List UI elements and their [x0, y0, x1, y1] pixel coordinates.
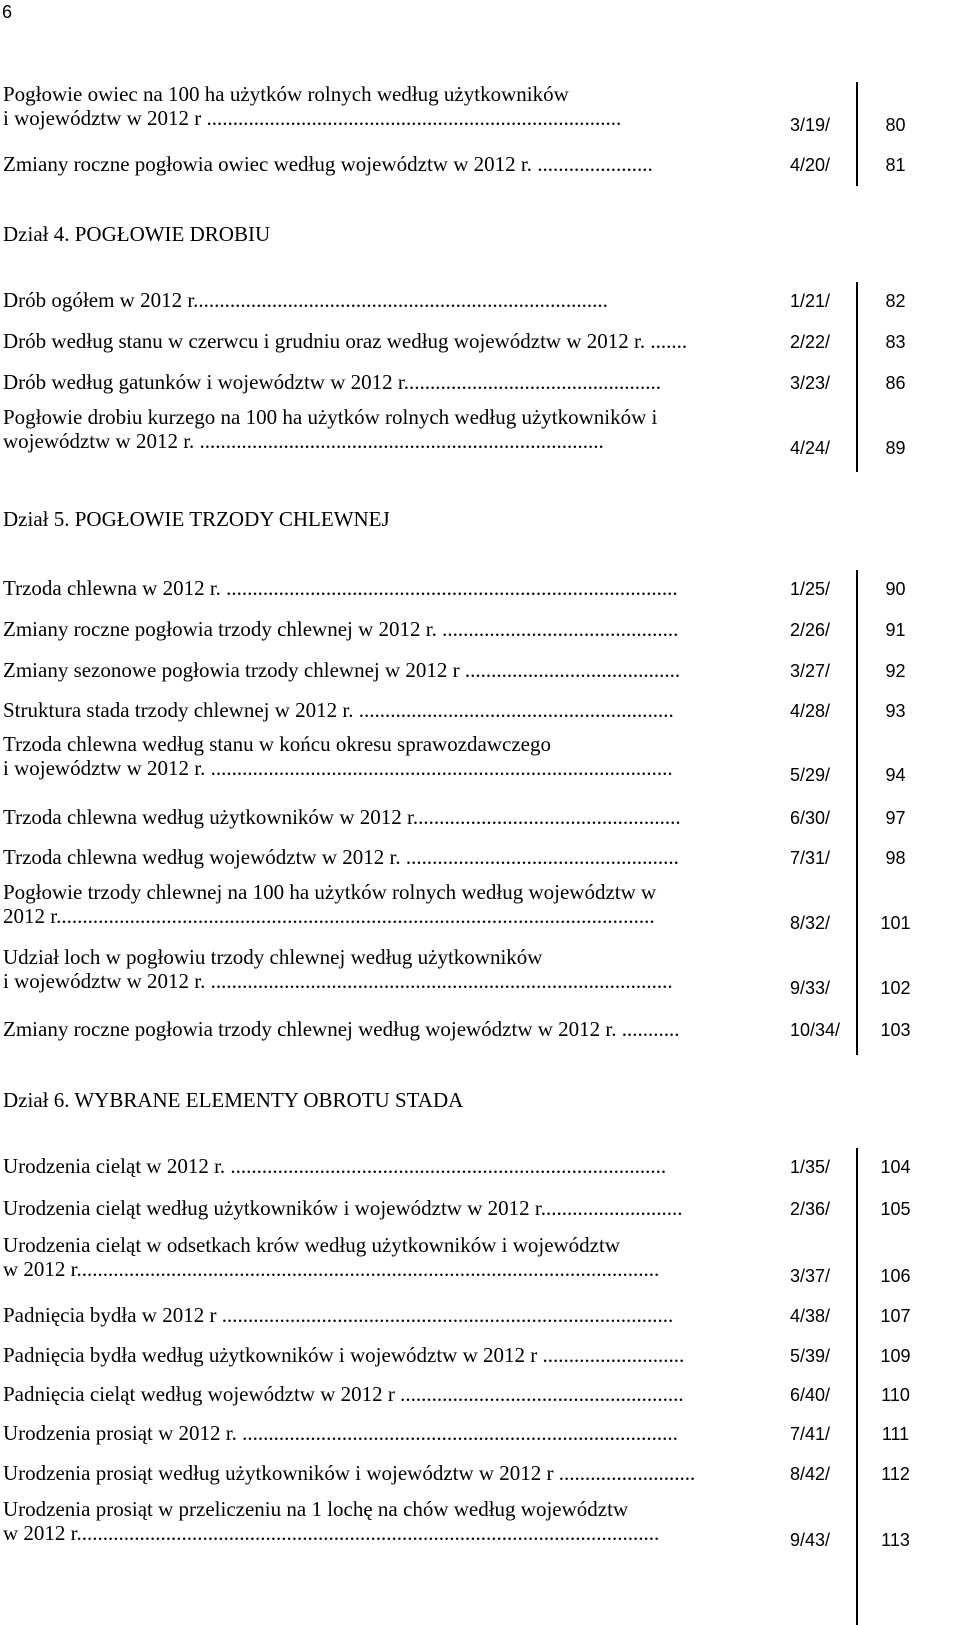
entry-title-line: Udział loch w pogłowiu trzody chlewnej według użytkowników: [3, 945, 543, 969]
entry-title-line: Drób według gatunków i województw w 2012 r.................................................: [3, 370, 661, 394]
table-number: 9/43/: [790, 1530, 831, 1550]
entry-title-line: Urodzenia cieląt według użytkowników i województw w 2012 r...........................: [3, 1196, 683, 1220]
page-number-ref: 93: [885, 701, 906, 721]
toc-entry[interactable]: [3, 692, 933, 732]
entry-title-line: Padnięcia cieląt według województw w 2012 r ......................................................: [3, 1382, 684, 1406]
entry-title: [3, 1497, 768, 1545]
page-number-ref: 82: [885, 291, 906, 311]
entry-title-line: Urodzenia cieląt w odsetkach krów według użytkowników i województw: [3, 1233, 620, 1257]
toc-entry[interactable]: [3, 1497, 933, 1550]
toc-entry[interactable]: [3, 1233, 933, 1286]
page-number-ref: 113: [881, 1530, 910, 1550]
page-number-ref: 111: [881, 1424, 910, 1444]
entry-title: [3, 1421, 768, 1445]
section-heading: Dział 5. POGŁOWIE TRZODY CHLEWNEJ: [3, 507, 390, 531]
table-number: 10/34/: [790, 1020, 841, 1040]
entry-title: [3, 617, 768, 641]
table-number: 7/41/: [790, 1424, 831, 1444]
entry-title-line: i województw w 2012 r. ........................................................................................: [3, 756, 673, 780]
entry-title-line: Zmiany sezonowe pogłowia trzody chlewnej w 2012 r .........................................: [3, 658, 681, 682]
entry-title-line: w 2012 r...............................................................................................................: [3, 1521, 660, 1545]
page-number-ref: 90: [885, 579, 906, 599]
page-number-ref: 80: [885, 115, 906, 135]
table-number: 5/29/: [790, 765, 831, 785]
entry-title-line: Padnięcia bydła według użytkowników i województw w 2012 r ...........................: [3, 1343, 685, 1367]
toc-entry[interactable]: [3, 405, 933, 458]
table-number: 4/38/: [790, 1306, 831, 1326]
table-number: 5/39/: [790, 1346, 831, 1366]
entry-title: [3, 576, 768, 600]
table-number: 6/30/: [790, 808, 831, 828]
table-number: 2/22/: [790, 332, 831, 352]
entry-title-line: Zmiany roczne pogłowia owiec według województw w 2012 r. ......................: [3, 152, 653, 176]
entry-title-line: i województw w 2012 r ...............................................................................: [3, 106, 622, 130]
entry-title-line: 2012 r..................................................................................................................: [3, 904, 655, 928]
toc-entry[interactable]: [3, 652, 933, 692]
page-number-ref: 110: [881, 1385, 910, 1405]
toc-entry[interactable]: [3, 880, 933, 933]
page-number-ref: 103: [880, 1020, 911, 1040]
entry-title: [3, 1017, 768, 1041]
entry-title: [3, 288, 768, 312]
table-number: 9/33/: [790, 978, 831, 998]
toc-entry[interactable]: [3, 323, 933, 363]
toc-entry[interactable]: [3, 1415, 933, 1455]
table-number: 4/24/: [790, 438, 831, 458]
toc-entry[interactable]: [3, 1297, 933, 1337]
entry-title: [3, 329, 768, 353]
page-number-ref: 106: [880, 1266, 911, 1286]
table-number: 4/28/: [790, 701, 831, 721]
entry-title: [3, 405, 768, 453]
page-number-ref: 83: [885, 332, 906, 352]
entry-title: [3, 1233, 768, 1281]
page-number: 6: [2, 2, 13, 22]
entry-title: [3, 845, 768, 869]
table-number: 8/32/: [790, 913, 831, 933]
toc-entry[interactable]: [3, 82, 933, 135]
entry-title: [3, 1303, 768, 1327]
table-number: 2/26/: [790, 620, 831, 640]
table-number: 3/19/: [790, 115, 831, 135]
table-number: 4/20/: [790, 155, 831, 175]
entry-title-line: Urodzenia prosiąt w przeliczeniu na 1 lochę na chów według województw: [3, 1497, 629, 1521]
entry-title-line: Drób według stanu w czerwcu i grudniu oraz według województw w 2012 r. .......: [3, 329, 688, 353]
entry-title: [3, 152, 768, 176]
table-number: 2/36/: [790, 1199, 831, 1219]
toc-entry[interactable]: [3, 146, 933, 186]
entry-title-line: Urodzenia prosiąt według użytkowników i województw w 2012 r ..........................: [3, 1461, 696, 1485]
page-number-ref: 102: [880, 978, 911, 998]
entry-title: [3, 1196, 768, 1220]
table-number: 1/25/: [790, 579, 831, 599]
entry-title: [3, 1343, 768, 1367]
entry-title-line: Zmiany roczne pogłowia trzody chlewnej w 2012 r. .............................................: [3, 617, 679, 641]
entry-title-line: województw w 2012 r. .............................................................................: [3, 429, 604, 453]
toc-entry[interactable]: [3, 1011, 933, 1051]
toc-entry[interactable]: [3, 1376, 933, 1416]
table-number: 1/35/: [790, 1157, 831, 1177]
page-number-ref: 86: [885, 373, 906, 393]
page-number-ref: 104: [880, 1157, 911, 1177]
entry-title-line: Pogłowie owiec na 100 ha użytków rolnych według użytkowników: [3, 82, 569, 106]
entry-title-line: i województw w 2012 r. ........................................................................................: [3, 969, 673, 993]
page-number-ref: 94: [885, 765, 906, 785]
entry-title-line: Urodzenia cieląt w 2012 r. ...................................................................................: [3, 1154, 667, 1178]
entry-title-line: Pogłowie trzody chlewnej na 100 ha użytków rolnych według województw w: [3, 880, 657, 904]
toc-entry[interactable]: [3, 1190, 933, 1230]
page-number-ref: 101: [880, 913, 911, 933]
entry-title: [3, 1382, 768, 1406]
entry-title-line: Trzoda chlewna w 2012 r. ......................................................................................: [3, 576, 678, 600]
page-number-ref: 105: [880, 1199, 911, 1219]
entry-title: [3, 805, 768, 829]
page-number-ref: 109: [880, 1346, 911, 1366]
entry-title: [3, 658, 768, 682]
page-number-ref: 81: [885, 155, 906, 175]
page-number-ref: 112: [881, 1464, 910, 1484]
section-heading: Dział 4. POGŁOWIE DROBIU: [3, 222, 271, 246]
toc-entry[interactable]: [3, 364, 933, 404]
entry-title-line: w 2012 r...............................................................................................................: [3, 1257, 660, 1281]
toc-entry[interactable]: [3, 611, 933, 651]
entry-title: [3, 732, 768, 780]
table-number: 3/37/: [790, 1266, 831, 1286]
entry-title: [3, 1154, 768, 1178]
page-number-ref: 92: [885, 661, 906, 681]
toc-entry[interactable]: [3, 732, 933, 785]
entry-title-line: Pogłowie drobiu kurzego na 100 ha użytków rolnych według użytkowników i: [3, 405, 658, 429]
table-number: 7/31/: [790, 848, 831, 868]
entry-title: [3, 370, 768, 394]
toc-entry[interactable]: [3, 570, 933, 610]
entry-title: [3, 698, 768, 722]
entry-title-line: Urodzenia prosiąt w 2012 r. ...................................................................................: [3, 1421, 678, 1445]
section-heading: Dział 6. WYBRANE ELEMENTY OBROTU STADA: [3, 1088, 464, 1112]
entry-title-line: Drób ogółem w 2012 r...............................................................................: [3, 288, 608, 312]
entry-title-line: Zmiany roczne pogłowia trzody chlewnej według województw w 2012 r. ...........: [3, 1017, 680, 1041]
table-number: 3/23/: [790, 373, 831, 393]
table-number: 1/21/: [790, 291, 831, 311]
toc-entry[interactable]: [3, 945, 933, 998]
page-number-ref: 89: [885, 438, 906, 458]
entry-title-line: Struktura stada trzody chlewnej w 2012 r. ............................................................: [3, 698, 674, 722]
table-number: 8/42/: [790, 1464, 831, 1484]
table-number: 6/40/: [790, 1385, 831, 1405]
entry-title-line: Trzoda chlewna według stanu w końcu okresu sprawozdawczego: [3, 732, 551, 756]
entry-title: [3, 880, 768, 928]
entry-title: [3, 1461, 768, 1485]
page-number-ref: 98: [885, 848, 906, 868]
entry-title-line: Trzoda chlewna według województw w 2012 r. ....................................................: [3, 845, 679, 869]
toc-entry[interactable]: [3, 839, 933, 879]
toc-entry[interactable]: [3, 1148, 933, 1188]
page-number-ref: 91: [885, 620, 906, 640]
entry-title-line: Padnięcia bydła w 2012 r ......................................................................................: [3, 1303, 674, 1327]
entry-title-line: Trzoda chlewna według użytkowników w 2012 r...................................................: [3, 805, 681, 829]
entry-title: [3, 82, 768, 130]
toc-entry[interactable]: [3, 1455, 933, 1495]
page-number-ref: 107: [880, 1306, 911, 1326]
toc-entry[interactable]: [3, 799, 933, 839]
page-number-ref: 97: [885, 808, 906, 828]
toc-entry[interactable]: [3, 282, 933, 322]
toc-entry[interactable]: [3, 1337, 933, 1377]
table-number: 3/27/: [790, 661, 831, 681]
entry-title: [3, 945, 768, 993]
